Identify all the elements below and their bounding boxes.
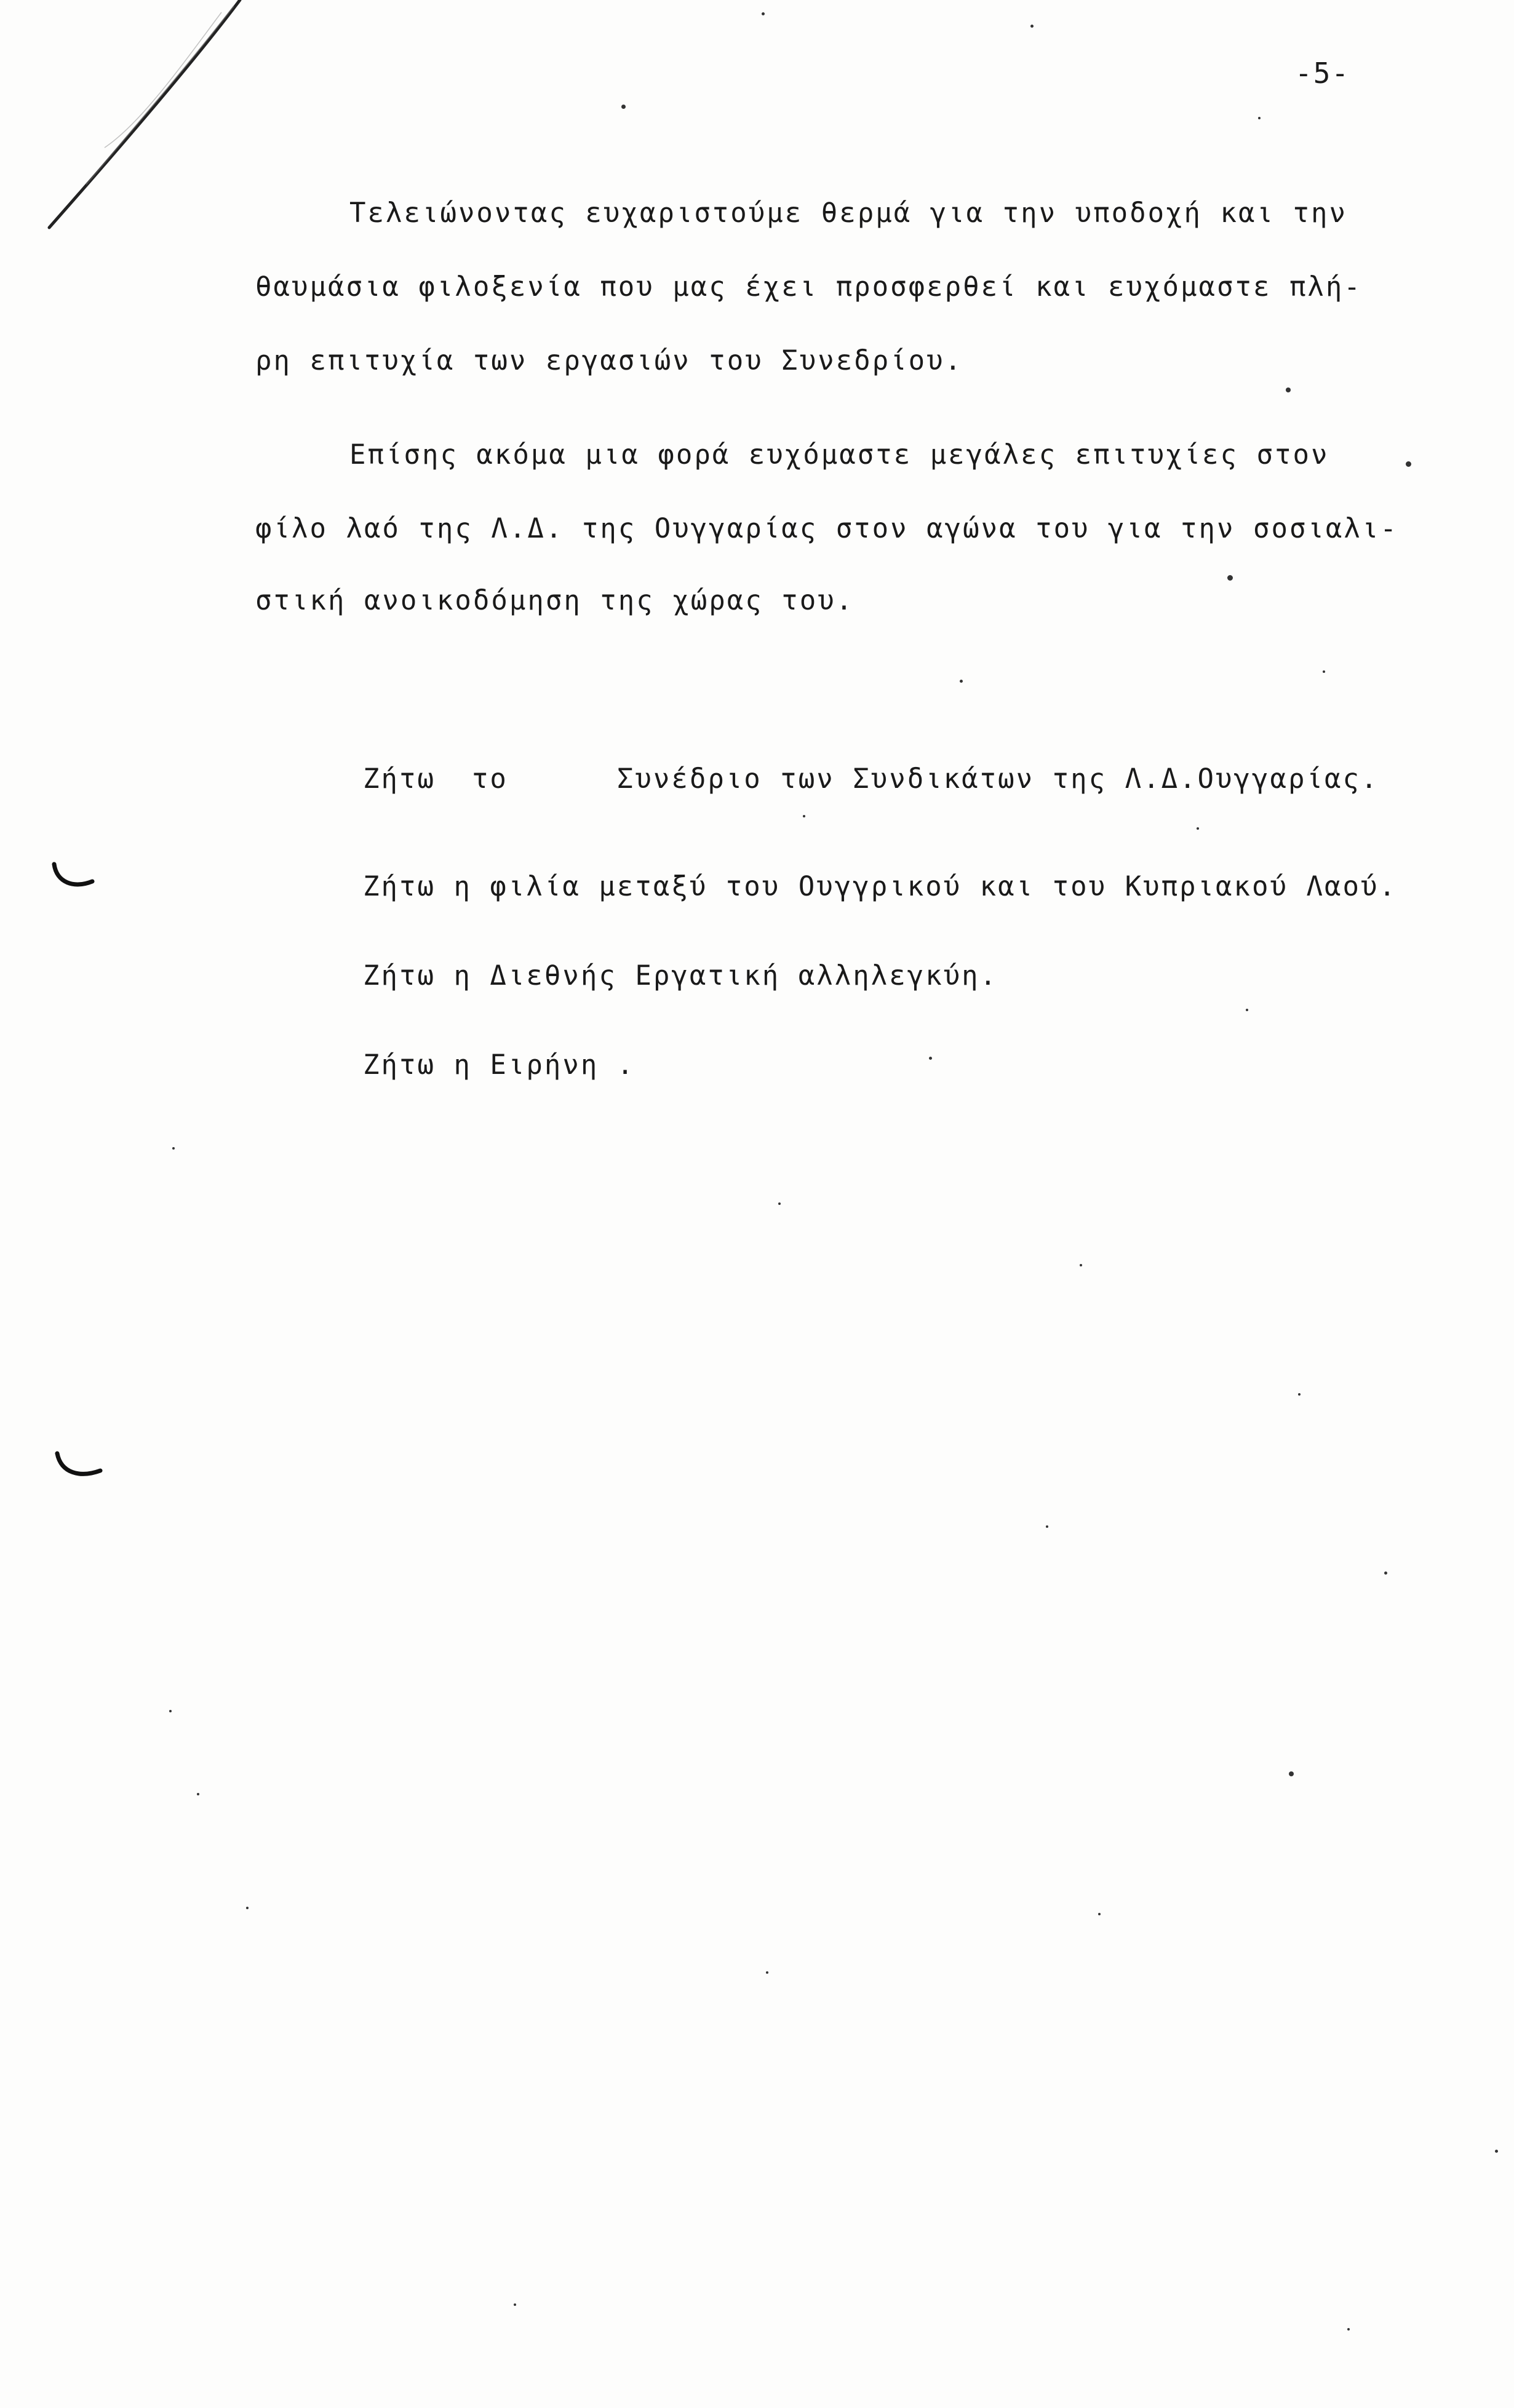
scan-speck [1227, 575, 1233, 581]
slogan-4: Ζήτω η Ειρήνη . [363, 1049, 635, 1081]
binder-hole-mark-upper [49, 858, 98, 895]
scan-speck [172, 1147, 175, 1150]
scan-speck [1289, 1771, 1294, 1776]
scan-speck [246, 1907, 249, 1909]
scan-speck [1323, 670, 1325, 673]
scan-speck [1286, 387, 1291, 392]
scan-speck [514, 2303, 516, 2306]
scan-speck [1384, 1572, 1387, 1575]
pen-stroke-mark [37, 0, 246, 246]
scan-speck [1030, 25, 1034, 28]
paragraph-2-line-3: στική ανοικοδόμηση της χώρας του. [255, 585, 855, 616]
scan-speck [1046, 1525, 1048, 1528]
binder-hole-mark-lower [52, 1448, 108, 1485]
scan-speck [1258, 117, 1261, 119]
paragraph-1-line-1: Τελειώνοντας ευχαριστούμε θερμά για την υποδοχή και την [349, 197, 1347, 229]
scan-speck [1406, 461, 1411, 467]
paragraph-2-line-1: Επίσης ακόμα μια φορά ευχόμαστε μεγάλες επιτυχίες στον [349, 439, 1329, 471]
scan-speck [1098, 1913, 1101, 1915]
scan-speck [1080, 1264, 1082, 1266]
scan-speck [929, 1057, 932, 1060]
scan-speck [960, 680, 963, 683]
paragraph-1-line-3: ρη επιτυχία των εργασιών του Συνεδρίου. [255, 345, 963, 376]
scan-speck [1347, 2328, 1350, 2331]
scan-speck [803, 815, 805, 817]
scan-speck [762, 12, 765, 15]
scan-speck [169, 1710, 172, 1712]
scan-speck [1298, 1393, 1301, 1396]
slogan-3: Ζήτω η Διεθνής Εργατική αλληλεγκύη. [363, 960, 998, 991]
paragraph-1-line-2: θαυμάσια φιλοξενία που μας έχει προσφερθεί και ευχόμαστε πλή- [255, 271, 1362, 303]
scan-speck [1495, 2150, 1498, 2153]
slogan-2: Ζήτω η φιλία μεταξύ του Ουγγρικού και του Κυπριακού Λαού. [363, 871, 1397, 902]
scan-speck [778, 1202, 781, 1205]
paragraph-2-line-2: φίλο λαό της Λ.Δ. της Ουγγαρίας στον αγώνα του για την σοσιαλι- [255, 513, 1398, 544]
scan-speck [621, 105, 626, 109]
scan-speck [197, 1793, 199, 1795]
scan-speck [1246, 1009, 1248, 1011]
scan-speck [766, 1971, 768, 1974]
page-number: -5- [1295, 57, 1350, 90]
scan-speck [1197, 827, 1199, 830]
slogan-1: Ζήτω το Συνέδριο των Συνδικάτων της Λ.Δ.Ουγγαρίας. [363, 763, 1379, 795]
